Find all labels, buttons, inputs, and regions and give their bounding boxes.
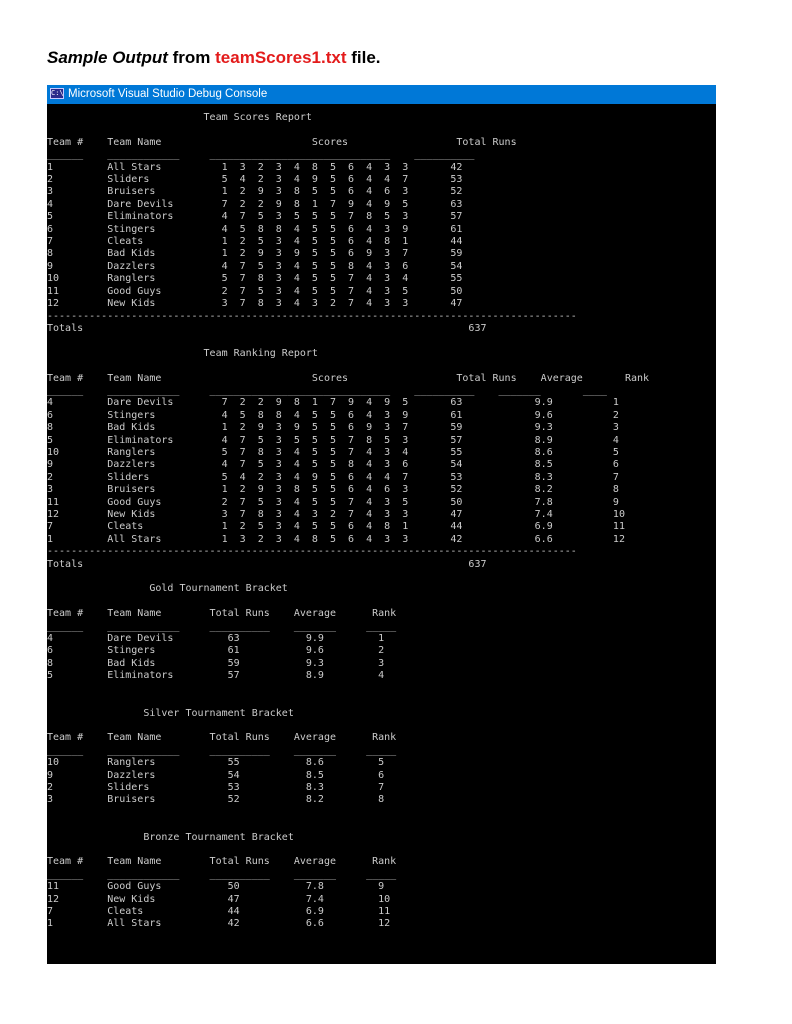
console-app-icon: C:\ xyxy=(51,89,64,97)
window-title: Microsoft Visual Studio Debug Console xyxy=(68,88,268,100)
window-titlebar[interactable] xyxy=(47,85,716,104)
heading-file: file. xyxy=(346,48,381,67)
console-output-area[interactable] xyxy=(47,104,716,964)
console-output-text: Team Scores Report Team # Team Name Scores Total Runs ______ ____________ ______________________________ __________ 1 All Stars 1 3 2 3 4 8 5 6 4 3 3 42 2 Sliders 5 4 2 3 4 9 5 6 4 4 7 53 3 Bruisers 1 2 9 3 8 5 5 6 4 6 3 52 4 Dare Devils 7 2 2 9 8 1 7 9 4 9 5 63 5 Eliminators 4 7 5 3 5 5 5 7 8 5 3 57 6 Stingers 4 5 8 8 4 5 5 6 4 3 9 61 7 Cleats 1 2 5 3 4 5 5 6 4 8 1 44 8 Bad Kids 1 2 9 3 9 5 5 6 9 3 7 59 9 Dazzlers 4 7 5 3 4 5 5 8 4 3 6 54 10 Ranglers 5 7 8 3 4 5 5 7 4 3 4 55 11 Good Guys 2 7 5 3 4 5 5 7 4 3 5 50 12 New Kids 3 7 8 3 4 3 2 7 4 3 3 47 ---------------------------------------------------------------------------------------- Totals 637 Team Ranking Report Team # Team Name Scores Total Runs Average Rank ______ ____________ ______________________________ __________ _______ ____ 4 Dare Devils 7 2 2 9 8 1 7 9 4 9 5 63 9.9 1 6 Stingers 4 5 8 8 4 5 5 6 4 3 9 61 9.6 2 8 Bad Kids 1 2 9 3 9 5 5 6 9 3 7 59 9.3 3 5 Eliminators 4 7 5 3 5 5 5 7 8 5 3 57 8.9 4 10 Ranglers 5 7 8 3 4 5 5 7 4 3 4 55 8.6 5 9 Dazzlers 4 7 5 3 4 5 5 8 4 3 6 54 8.5 6 2 Sliders 5 4 2 3 4 9 5 6 4 4 7 53 8.3 7 3 Bruisers 1 2 9 3 8 5 5 6 4 6 3 52 8.2 8 11 Good Guys 2 7 5 3 4 5 5 7 4 3 5 50 7.8 9 12 New Kids 3 7 8 3 4 3 2 7 4 3 3 47 7.4 10 7 Cleats 1 2 5 3 4 5 5 6 4 8 1 44 6.9 11 1 All Stars 1 3 2 3 4 8 5 6 4 3 3 42 6.6 12 ---------------------------------------------------------------------------------------- Totals 637 Gold Tournament Bracket Team # Team Name Total Runs Average Rank ______ ____________ __________ _______ _____ 4 Dare Devils 63 9.9 1 6 Stingers 61 9.6 2 8 Bad Kids 59 9.3 3 5 Eliminators 57 8.9 4 Silver Tournament Bracket Team # Team Name Total Runs Average Rank ______ ____________ __________ _______ _____ 10 Ranglers 55 8.6 5 9 Dazzlers 54 8.5 6 2 Sliders 53 8.3 7 3 Bruisers 52 8.2 8 Bronze Tournament Bracket Team # Team Name Total Runs Average Rank ______ ____________ __________ _______ _____ 11 Good Guys 50 7.8 9 12 New Kids 47 7.4 10 7 Cleats 44 6.9 11 1 All Stars 42 6.6 12 xyxy=(47,112,650,930)
heading-from: from xyxy=(167,48,216,67)
debug-console-window[interactable] xyxy=(47,85,716,964)
heading-sample-output: Sample Output xyxy=(47,48,168,67)
document-heading xyxy=(47,48,381,68)
heading-filename: teamScores1.txt xyxy=(215,48,347,67)
